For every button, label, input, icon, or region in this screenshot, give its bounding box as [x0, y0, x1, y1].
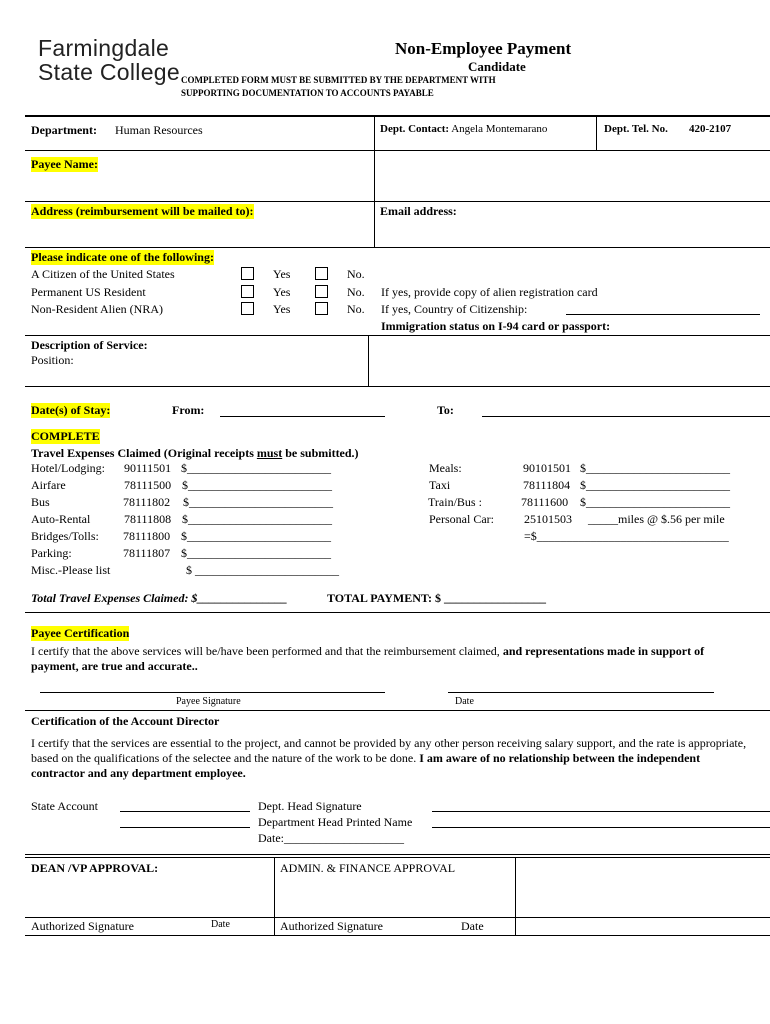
logo-line-1: Farmingdale — [38, 35, 170, 61]
divider — [515, 858, 516, 936]
expense-amount-field[interactable]: $________________________ — [181, 546, 331, 560]
payee-date-label: Date — [455, 696, 474, 707]
stay-from-field[interactable] — [220, 416, 385, 417]
dept-contact-value[interactable]: Angela Montemarano — [451, 123, 548, 135]
expense-code: 90111501 — [124, 461, 172, 475]
expense-amount-field[interactable]: $________________________ — [580, 461, 730, 475]
expenses-heading-must: must — [256, 446, 283, 460]
rule — [25, 612, 770, 613]
email-label: Email address: — [380, 204, 457, 218]
payee-cert-text-plain: I certify that the above services will be/have been performed and that the reimbursement claimed, — [31, 644, 503, 658]
expense-label: Taxi — [429, 478, 451, 492]
divider — [368, 336, 369, 386]
expense-label: Airfare — [31, 478, 66, 492]
expense-amount-field[interactable]: $________________________ — [580, 478, 730, 492]
expenses-heading-pre: Travel Expenses Claimed (Original receipts — [31, 446, 257, 460]
resident-note: If yes, provide copy of alien registration card — [381, 285, 598, 299]
dept-head-signature-field[interactable] — [432, 811, 770, 812]
status-label-resident: Permanent US Resident — [31, 285, 146, 299]
description-label: Description of Service: — [31, 338, 148, 352]
admin-date[interactable]: Date — [461, 919, 484, 933]
expense-label: Parking: — [31, 546, 72, 560]
college-logo — [38, 36, 180, 84]
status-label-nra: Non-Resident Alien (NRA) — [31, 302, 163, 316]
rule — [25, 710, 770, 711]
dean-date[interactable]: Date — [211, 919, 230, 930]
admin-authorized-signature[interactable]: Authorized Signature — [280, 919, 383, 933]
rule — [25, 935, 770, 936]
rule-top — [25, 115, 770, 117]
expense-label: Misc.-Please list — [31, 563, 111, 577]
expense-code: 25101503 — [524, 512, 572, 526]
resident-yes-checkbox[interactable] — [241, 285, 254, 298]
divider — [274, 858, 275, 936]
admin-approval-label: ADMIN. & FINANCE APPROVAL — [280, 861, 456, 875]
instruction-line-1: COMPLETED FORM MUST BE SUBMITTED BY THE DEPARTMENT WITH — [181, 75, 496, 85]
nra-no-checkbox[interactable] — [315, 302, 328, 315]
total-payment[interactable]: TOTAL PAYMENT: $ _________________ — [327, 591, 547, 605]
country-field[interactable] — [566, 314, 760, 315]
expense-label: Personal Car: — [429, 512, 494, 526]
mileage-field[interactable]: _____miles @ $.56 per mile — [588, 512, 725, 526]
expense-code: 78111802 — [123, 495, 171, 509]
expense-amount-field[interactable]: $________________________ — [183, 495, 333, 509]
payee-name-label: Payee Name: — [31, 157, 98, 171]
expense-amount-field[interactable]: $________________________ — [181, 461, 331, 475]
total-travel-expenses[interactable]: Total Travel Expenses Claimed: $_______________ — [31, 591, 288, 605]
expenses-heading-post: be submitted.) — [282, 446, 359, 460]
expense-code: 78111600 — [521, 495, 569, 509]
department-value[interactable]: Human Resources — [115, 123, 203, 137]
logo-line-2: State College — [38, 59, 180, 85]
dept-head-signature-label: Dept. Head Signature — [258, 799, 362, 813]
personal-car-total-field[interactable]: =$________________________________ — [524, 529, 729, 543]
resident-yes-label: Yes — [273, 285, 291, 299]
payee-signature-label: Payee Signature — [176, 696, 241, 707]
nra-note: If yes, Country of Citizenship: — [381, 302, 528, 316]
expense-code: 78111804 — [523, 478, 571, 492]
dept-head-name-field[interactable] — [432, 827, 770, 828]
page-subtitle: Candidate — [468, 59, 526, 74]
dept-tel-label: Dept. Tel. No. — [604, 123, 668, 135]
director-cert-text-plain: I certify that the services are essential to the project, and cannot be provided by any other person receiving salary support, and the rate is appropriate, based on the qualifications of the selectee and the nature of the work to be done. — [31, 736, 747, 765]
citizen-no-checkbox[interactable] — [315, 267, 328, 280]
dept-contact-label: Dept. Contact: — [380, 123, 450, 135]
payee-date-field[interactable] — [448, 692, 714, 693]
immigration-label: Immigration status on I-94 card or passport: — [381, 319, 611, 333]
state-account-field-2[interactable] — [120, 827, 250, 828]
stay-from-label: From: — [172, 403, 205, 417]
expense-code: 90101501 — [523, 461, 571, 475]
complete-heading: COMPLETE — [31, 429, 100, 443]
rule — [25, 917, 770, 918]
rule — [25, 150, 770, 151]
dept-head-name-label: Department Head Printed Name — [258, 815, 413, 829]
payee-cert-heading: Payee Certification — [31, 626, 130, 640]
director-cert-heading: Certification of the Account Director — [31, 714, 220, 728]
director-cert-text-bold: I am aware of no relationship between the independent contractor and any department employee. — [31, 751, 701, 780]
nra-yes-label: Yes — [273, 302, 291, 316]
expense-label: Hotel/Lodging: — [31, 461, 105, 475]
citizen-no-label: No. — [347, 267, 365, 281]
divider — [596, 116, 597, 150]
position-label: Position: — [31, 353, 74, 367]
director-cert-text — [31, 736, 751, 781]
citizen-yes-checkbox[interactable] — [241, 267, 254, 280]
resident-no-checkbox[interactable] — [315, 285, 328, 298]
state-account-field-1[interactable] — [120, 811, 250, 812]
state-account-label: State Account — [31, 799, 98, 813]
rule — [25, 247, 770, 248]
payee-signature-field[interactable] — [40, 692, 385, 693]
expense-label: Meals: — [429, 461, 462, 475]
citizen-yes-label: Yes — [273, 267, 291, 281]
expense-code: 78111807 — [123, 546, 171, 560]
expenses-heading — [31, 446, 359, 461]
expense-label: Train/Bus : — [428, 495, 482, 509]
expense-amount-field[interactable]: $________________________ — [181, 529, 331, 543]
expense-code: 78111800 — [123, 529, 171, 543]
dean-authorized-signature[interactable]: Authorized Signature — [31, 919, 134, 933]
page-title: Non-Employee Payment — [395, 39, 572, 58]
stay-label: Date(s) of Stay: — [31, 403, 111, 417]
director-date-field[interactable]: Date:____________________ — [258, 831, 404, 845]
expense-label: Auto-Rental — [31, 512, 91, 526]
rule — [25, 854, 770, 855]
instruction-line-2: SUPPORTING DOCUMENTATION TO ACCOUNTS PAYABLE — [181, 88, 434, 98]
stay-to-field[interactable] — [482, 416, 770, 417]
expense-amount-field[interactable]: $________________________ — [580, 495, 730, 509]
expense-amount-field[interactable]: $________________________ — [182, 478, 332, 492]
address-label: Address (reimbursement will be mailed to): — [31, 204, 254, 218]
status-label-citizen: A Citizen of the United States — [31, 267, 175, 281]
department-label: Department: — [31, 123, 97, 137]
payee-cert-text-bold: and representations made in support of payment, are true and accurate.. — [31, 644, 705, 673]
rule — [25, 201, 770, 202]
resident-no-label: No. — [347, 285, 365, 299]
rule — [25, 386, 770, 387]
dept-tel-value[interactable]: 420-2107 — [689, 123, 732, 135]
expense-code: 78111808 — [124, 512, 172, 526]
stay-to-label: To: — [437, 403, 454, 417]
expense-label: Bridges/Tolls: — [31, 529, 99, 543]
payee-cert-text — [31, 644, 749, 674]
status-heading: Please indicate one of the following: — [31, 250, 214, 264]
expense-amount-field[interactable]: $ ________________________ — [186, 563, 339, 577]
expense-label: Bus — [31, 495, 50, 509]
rule — [25, 857, 770, 858]
dean-approval-label: DEAN /VP APPROVAL: — [31, 861, 159, 875]
divider — [374, 116, 375, 247]
dept-contact — [380, 123, 547, 135]
rule — [25, 335, 770, 336]
expense-code: 78111500 — [124, 478, 172, 492]
nra-no-label: No. — [347, 302, 365, 316]
expense-amount-field[interactable]: $________________________ — [182, 512, 332, 526]
nra-yes-checkbox[interactable] — [241, 302, 254, 315]
